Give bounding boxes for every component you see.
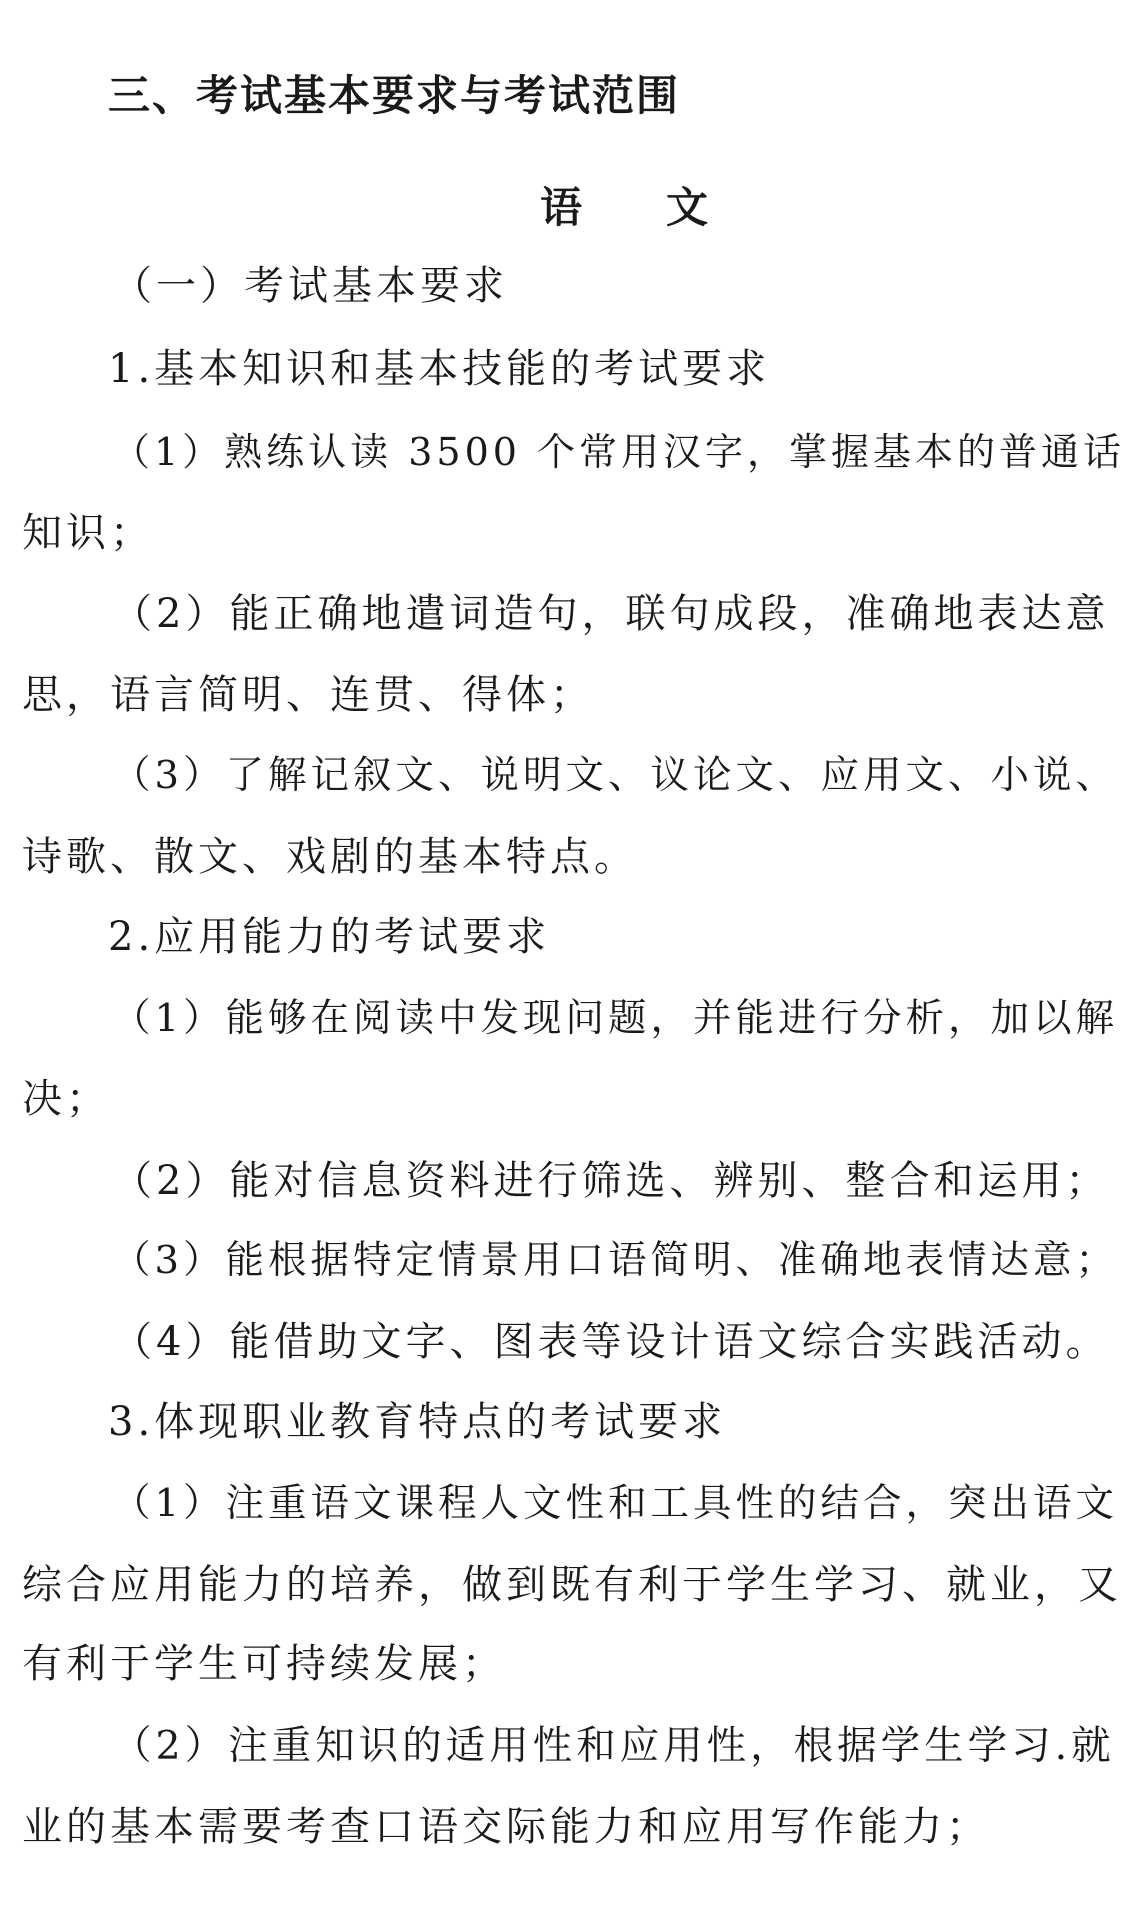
paragraph-line: （4）能借助文字、图表等设计语文综合实践活动。 bbox=[112, 1319, 1110, 1365]
paragraph-line: （一）考试基本要求 bbox=[112, 263, 508, 309]
paragraph-line: 业的基本需要考查口语交际能力和应用写作能力； bbox=[22, 1804, 990, 1850]
paragraph-line: 综合应用能力的培养，做到既有利于学生学习、就业，又 bbox=[22, 1562, 1122, 1608]
paragraph-line: （2）能正确地遣词造句，联句成段，准确地表达意 bbox=[112, 591, 1110, 637]
paragraph-line: （1）能够在阅读中发现问题，并能进行分析，加以解 bbox=[112, 996, 1118, 1041]
paragraph-line: 思，语言简明、连贯、得体； bbox=[22, 672, 594, 718]
paragraph-line: （2）注重知识的适用性和应用性，根据学生学习.就 bbox=[112, 1723, 1115, 1769]
section-heading: 三、考试基本要求与考试范围 bbox=[108, 71, 681, 120]
paragraph-line: 有利于学生可持续发展； bbox=[22, 1641, 506, 1687]
paragraph-line: （1）注重语文课程人文性和工具性的结合，突出语文 bbox=[112, 1481, 1118, 1526]
paragraph-line: （3）能根据特定情景用口语简明、准确地表情达意； bbox=[112, 1238, 1118, 1283]
paragraph-line: 决； bbox=[22, 1076, 110, 1122]
subject-title: 语 文 bbox=[540, 183, 709, 232]
paragraph-line: 2.应用能力的考试要求 bbox=[108, 914, 551, 960]
paragraph-line: （3）了解记叙文、说明文、议论文、应用文、小说、 bbox=[112, 753, 1118, 798]
paragraph-line: 1.基本知识和基本技能的考试要求 bbox=[108, 346, 771, 392]
paragraph-line: （1）熟练认读 3500 个常用汉字，掌握基本的普通话 bbox=[112, 430, 1126, 474]
paragraph-line: 3.体现职业教育特点的考试要求 bbox=[108, 1399, 727, 1445]
paragraph-line: （2）能对信息资料进行筛选、辨别、整合和运用； bbox=[112, 1158, 1110, 1204]
paragraph-line: 诗歌、散文、戏剧的基本特点。 bbox=[22, 834, 638, 880]
paragraph-line: 知识； bbox=[22, 510, 154, 556]
